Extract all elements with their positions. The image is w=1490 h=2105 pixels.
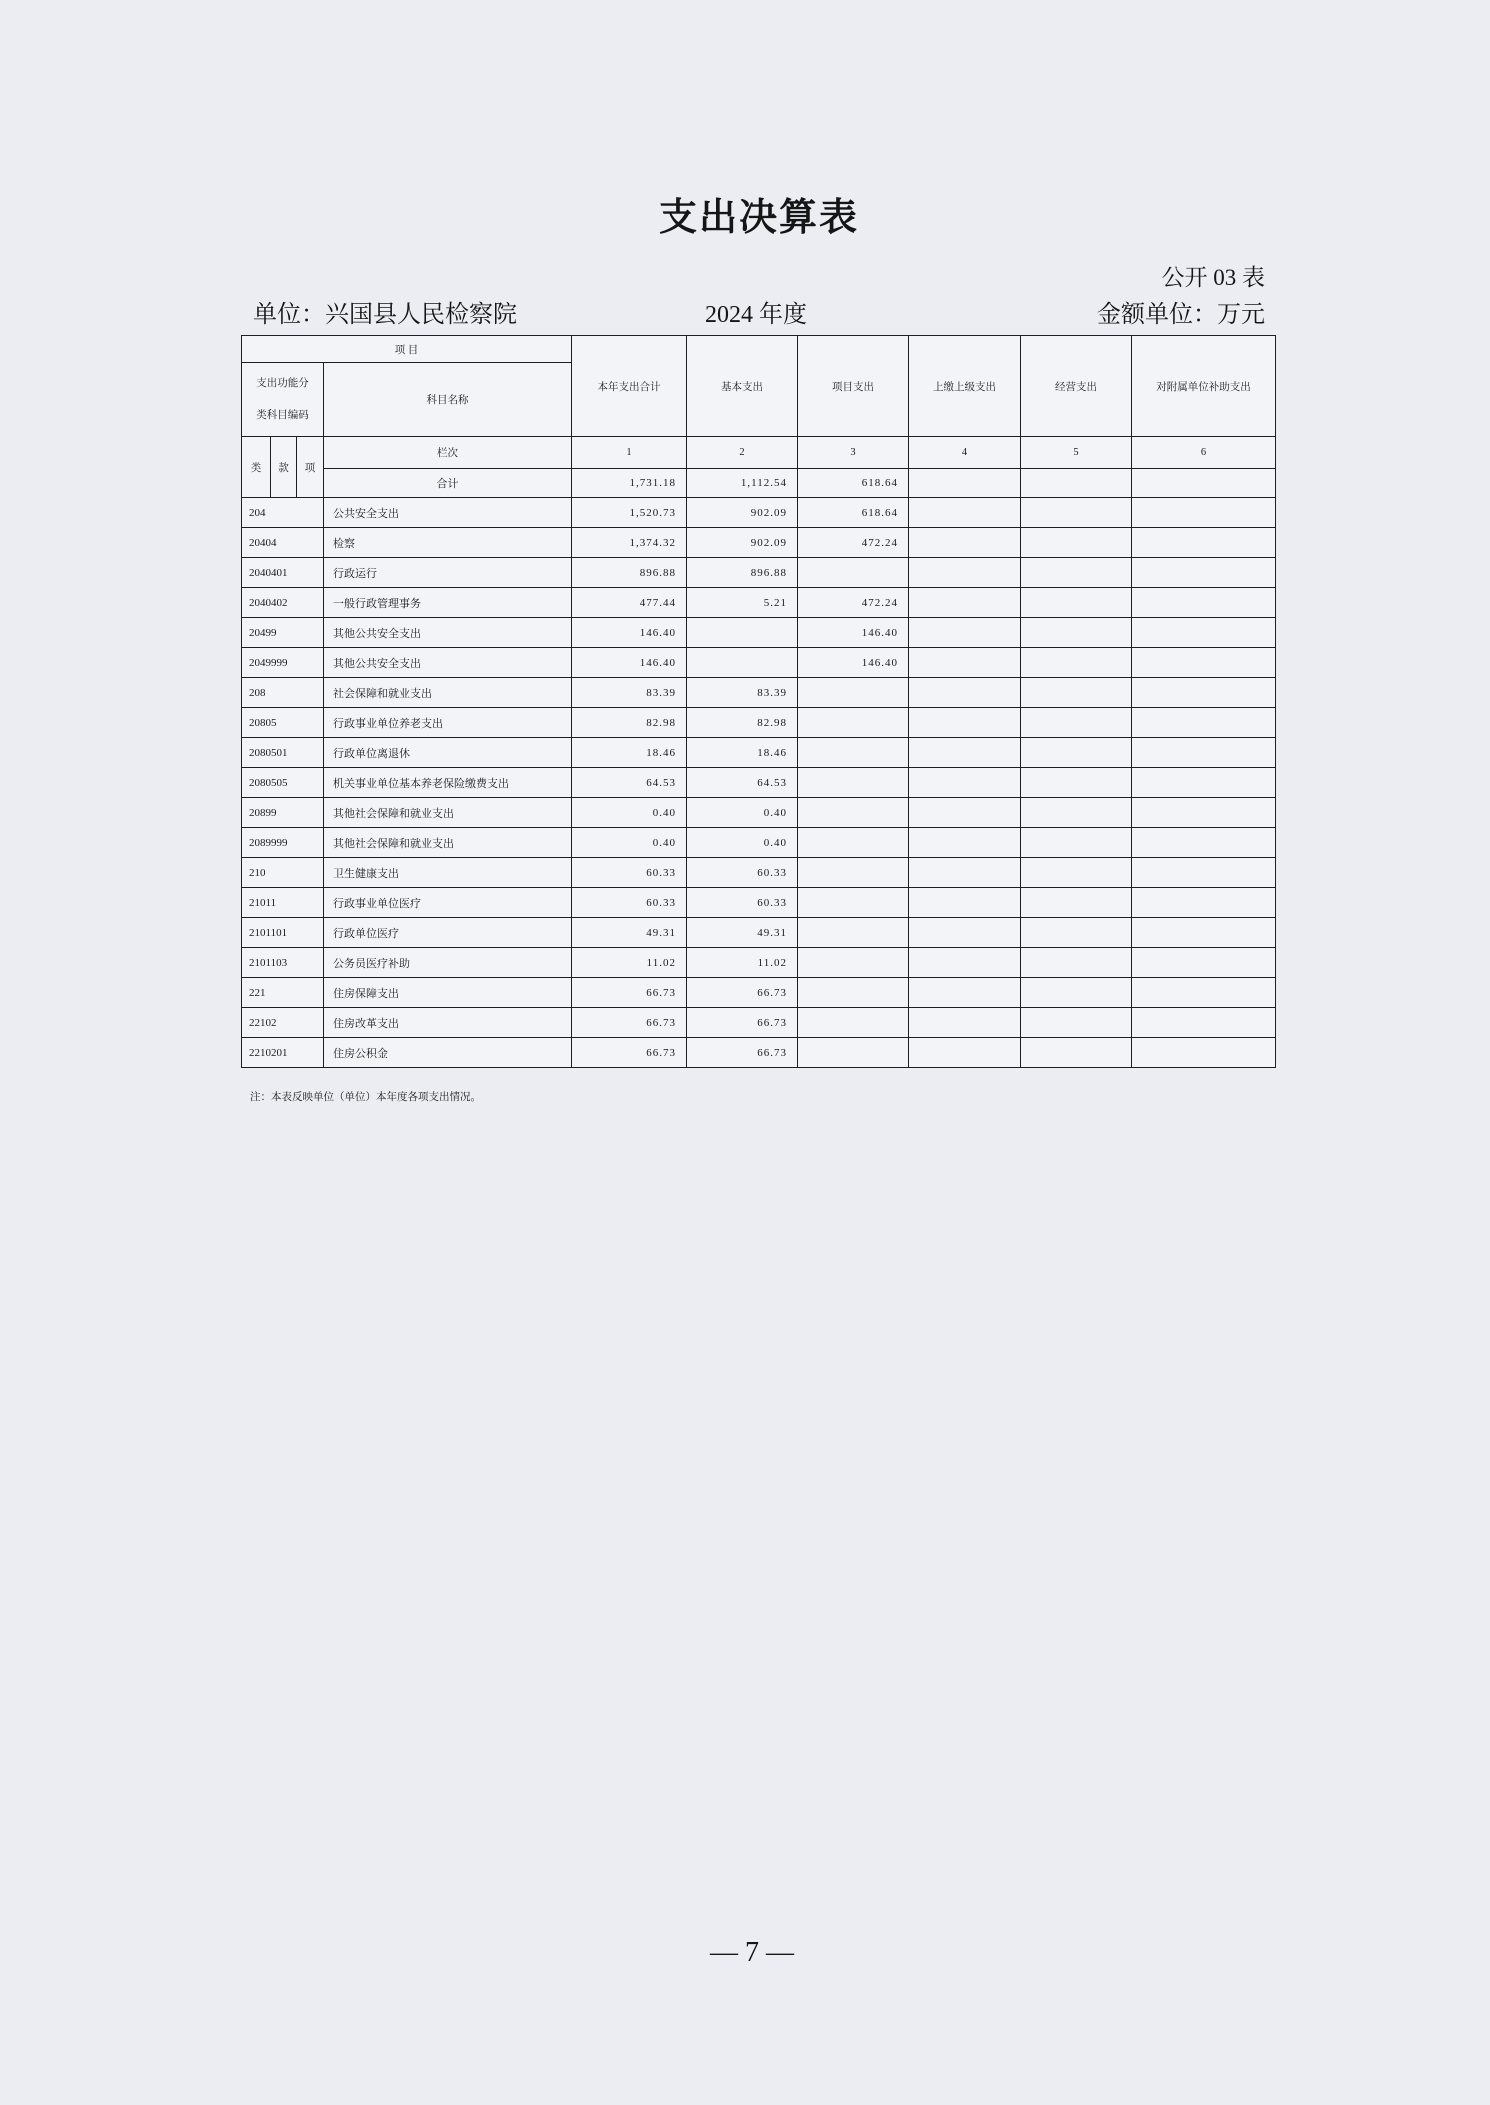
table-row	[242, 1008, 1276, 1038]
row-subsidy-to-affiliates	[1132, 1038, 1276, 1068]
column-index-label: 栏次	[324, 437, 572, 469]
row-project-expenditure	[798, 1008, 909, 1038]
row-payment-to-higher	[909, 1038, 1021, 1068]
row-current-year-total: 66.73	[572, 1008, 687, 1038]
row-subsidy-to-affiliates	[1132, 798, 1276, 828]
row-current-year-total: 66.73	[572, 978, 687, 1008]
row-payment-to-higher	[909, 918, 1021, 948]
row-payment-to-higher	[909, 678, 1021, 708]
row-payment-to-higher	[909, 948, 1021, 978]
row-operating-expenditure	[1021, 528, 1132, 558]
table-row	[242, 828, 1276, 858]
subject-name: 一般行政管理事务	[324, 588, 572, 618]
row-project-expenditure	[798, 888, 909, 918]
row-payment-to-higher	[909, 618, 1021, 648]
row-project-expenditure	[798, 708, 909, 738]
row-basic-expenditure: 5.21	[687, 588, 798, 618]
subject-name: 住房改革支出	[324, 1008, 572, 1038]
row-basic-expenditure: 0.40	[687, 828, 798, 858]
row-operating-expenditure	[1021, 948, 1132, 978]
row-basic-expenditure: 902.09	[687, 528, 798, 558]
header-level-class: 类	[242, 437, 271, 498]
subject-name: 行政单位医疗	[324, 918, 572, 948]
expenditure-table	[241, 335, 1276, 1068]
subject-code: 204	[242, 498, 324, 528]
table-row	[242, 918, 1276, 948]
row-subsidy-to-affiliates	[1132, 828, 1276, 858]
subject-code: 20404	[242, 528, 324, 558]
amount-unit: 金额单位：万元	[1097, 302, 1265, 328]
row-operating-expenditure	[1021, 1008, 1132, 1038]
row-basic-expenditure: 0.40	[687, 798, 798, 828]
row-subsidy-to-affiliates	[1132, 858, 1276, 888]
row-current-year-total: 146.40	[572, 618, 687, 648]
table-row	[242, 978, 1276, 1008]
row-basic-expenditure: 49.31	[687, 918, 798, 948]
row-project-expenditure: 146.40	[798, 648, 909, 678]
row-current-year-total: 60.33	[572, 888, 687, 918]
total-project-expenditure: 618.64	[798, 469, 909, 498]
column-index-1: 1	[572, 437, 687, 469]
subject-code: 221	[242, 978, 324, 1008]
header-current-year-total: 本年支出合计	[572, 336, 687, 437]
subject-name: 检察	[324, 528, 572, 558]
header-payment-to-higher: 上缴上级支出	[909, 336, 1021, 437]
row-payment-to-higher	[909, 498, 1021, 528]
row-subsidy-to-affiliates	[1132, 528, 1276, 558]
table-row	[242, 708, 1276, 738]
row-operating-expenditure	[1021, 648, 1132, 678]
subject-code: 2080501	[242, 738, 324, 768]
table-row	[242, 888, 1276, 918]
subject-name: 公务员医疗补助	[324, 948, 572, 978]
row-project-expenditure	[798, 978, 909, 1008]
column-index-2: 2	[687, 437, 798, 469]
header-project-expenditure: 项目支出	[798, 336, 909, 437]
row-basic-expenditure: 82.98	[687, 708, 798, 738]
subject-code: 210	[242, 858, 324, 888]
row-payment-to-higher	[909, 588, 1021, 618]
row-payment-to-higher	[909, 798, 1021, 828]
subject-name: 公共安全支出	[324, 498, 572, 528]
table-row	[242, 768, 1276, 798]
row-basic-expenditure: 18.46	[687, 738, 798, 768]
total-subsidy-to-affiliates	[1132, 469, 1276, 498]
subject-code: 2080505	[242, 768, 324, 798]
row-current-year-total: 64.53	[572, 768, 687, 798]
row-project-expenditure: 472.24	[798, 588, 909, 618]
header-operating-expenditure: 经营支出	[1021, 336, 1132, 437]
subject-name: 行政事业单位医疗	[324, 888, 572, 918]
row-payment-to-higher	[909, 888, 1021, 918]
subject-name: 其他社会保障和就业支出	[324, 828, 572, 858]
subject-code: 2040402	[242, 588, 324, 618]
form-number: 公开 03 表	[1161, 265, 1265, 290]
row-subsidy-to-affiliates	[1132, 948, 1276, 978]
row-basic-expenditure: 11.02	[687, 948, 798, 978]
total-current-year: 1,731.18	[572, 469, 687, 498]
column-index-5: 5	[1021, 437, 1132, 469]
row-project-expenditure	[798, 858, 909, 888]
row-current-year-total: 477.44	[572, 588, 687, 618]
subject-name: 住房公积金	[324, 1038, 572, 1068]
row-subsidy-to-affiliates	[1132, 1008, 1276, 1038]
row-project-expenditure: 618.64	[798, 498, 909, 528]
row-operating-expenditure	[1021, 918, 1132, 948]
row-basic-expenditure: 66.73	[687, 978, 798, 1008]
reporting-unit: 单位：兴国县人民检察院	[253, 302, 517, 328]
row-basic-expenditure	[687, 648, 798, 678]
row-operating-expenditure	[1021, 738, 1132, 768]
row-subsidy-to-affiliates	[1132, 588, 1276, 618]
row-current-year-total: 83.39	[572, 678, 687, 708]
subject-code: 21011	[242, 888, 324, 918]
row-subsidy-to-affiliates	[1132, 918, 1276, 948]
row-subsidy-to-affiliates	[1132, 498, 1276, 528]
row-operating-expenditure	[1021, 558, 1132, 588]
row-project-expenditure	[798, 828, 909, 858]
row-payment-to-higher	[909, 738, 1021, 768]
row-project-expenditure	[798, 1038, 909, 1068]
row-payment-to-higher	[909, 558, 1021, 588]
subject-name: 社会保障和就业支出	[324, 678, 572, 708]
total-basic-expenditure: 1,112.54	[687, 469, 798, 498]
subject-code: 2101101	[242, 918, 324, 948]
header-function-code: 支出功能分类科目编码	[242, 363, 324, 437]
subject-code: 22102	[242, 1008, 324, 1038]
column-index-row	[242, 437, 1276, 469]
row-payment-to-higher	[909, 1008, 1021, 1038]
document-title: 支出决算表	[658, 195, 859, 239]
row-subsidy-to-affiliates	[1132, 558, 1276, 588]
row-basic-expenditure: 896.88	[687, 558, 798, 588]
table-row	[242, 618, 1276, 648]
subject-code: 2040401	[242, 558, 324, 588]
subject-name: 行政单位离退休	[324, 738, 572, 768]
row-current-year-total: 1,520.73	[572, 498, 687, 528]
row-operating-expenditure	[1021, 618, 1132, 648]
subject-name: 住房保障支出	[324, 978, 572, 1008]
row-current-year-total: 18.46	[572, 738, 687, 768]
subject-code: 2089999	[242, 828, 324, 858]
row-current-year-total: 11.02	[572, 948, 687, 978]
row-operating-expenditure	[1021, 678, 1132, 708]
row-project-expenditure	[798, 558, 909, 588]
row-operating-expenditure	[1021, 1038, 1132, 1068]
row-project-expenditure: 472.24	[798, 528, 909, 558]
table-row	[242, 528, 1276, 558]
row-current-year-total: 0.40	[572, 798, 687, 828]
subject-name: 行政运行	[324, 558, 572, 588]
row-current-year-total: 896.88	[572, 558, 687, 588]
row-basic-expenditure	[687, 618, 798, 648]
column-index-6: 6	[1132, 437, 1276, 469]
table-row	[242, 498, 1276, 528]
table-row	[242, 678, 1276, 708]
row-basic-expenditure: 902.09	[687, 498, 798, 528]
row-current-year-total: 49.31	[572, 918, 687, 948]
row-current-year-total: 0.40	[572, 828, 687, 858]
header-basic-expenditure: 基本支出	[687, 336, 798, 437]
subject-code: 2049999	[242, 648, 324, 678]
row-payment-to-higher	[909, 528, 1021, 558]
row-current-year-total: 146.40	[572, 648, 687, 678]
subject-code: 208	[242, 678, 324, 708]
row-subsidy-to-affiliates	[1132, 678, 1276, 708]
row-operating-expenditure	[1021, 858, 1132, 888]
row-subsidy-to-affiliates	[1132, 888, 1276, 918]
table-note: 注：本表反映单位（单位）本年度各项支出情况。	[250, 1092, 481, 1103]
header-level-section: 款	[271, 437, 297, 498]
row-payment-to-higher	[909, 978, 1021, 1008]
row-operating-expenditure	[1021, 498, 1132, 528]
row-subsidy-to-affiliates	[1132, 978, 1276, 1008]
row-payment-to-higher	[909, 828, 1021, 858]
row-payment-to-higher	[909, 858, 1021, 888]
row-project-expenditure	[798, 738, 909, 768]
fiscal-year: 2024 年度	[705, 302, 807, 328]
subject-name: 机关事业单位基本养老保险缴费支出	[324, 768, 572, 798]
table-row	[242, 1038, 1276, 1068]
subject-name: 其他公共安全支出	[324, 648, 572, 678]
subject-code: 20899	[242, 798, 324, 828]
row-basic-expenditure: 83.39	[687, 678, 798, 708]
row-subsidy-to-affiliates	[1132, 648, 1276, 678]
row-project-expenditure	[798, 768, 909, 798]
row-subsidy-to-affiliates	[1132, 768, 1276, 798]
row-subsidy-to-affiliates	[1132, 738, 1276, 768]
total-payment-to-higher	[909, 469, 1021, 498]
header-subsidy-to-affiliates: 对附属单位补助支出	[1132, 336, 1276, 437]
total-label: 合计	[324, 469, 572, 498]
row-operating-expenditure	[1021, 768, 1132, 798]
row-project-expenditure	[798, 948, 909, 978]
subject-code: 2210201	[242, 1038, 324, 1068]
total-row	[242, 469, 1276, 498]
subject-name: 卫生健康支出	[324, 858, 572, 888]
row-payment-to-higher	[909, 768, 1021, 798]
row-project-expenditure	[798, 798, 909, 828]
subject-code: 20499	[242, 618, 324, 648]
row-basic-expenditure: 60.33	[687, 858, 798, 888]
table-row	[242, 558, 1276, 588]
column-index-4: 4	[909, 437, 1021, 469]
row-basic-expenditure: 60.33	[687, 888, 798, 918]
subject-name: 行政事业单位养老支出	[324, 708, 572, 738]
table-row	[242, 858, 1276, 888]
header-row	[242, 336, 1276, 363]
row-payment-to-higher	[909, 648, 1021, 678]
row-current-year-total: 60.33	[572, 858, 687, 888]
row-operating-expenditure	[1021, 798, 1132, 828]
row-subsidy-to-affiliates	[1132, 618, 1276, 648]
row-operating-expenditure	[1021, 978, 1132, 1008]
row-current-year-total: 66.73	[572, 1038, 687, 1068]
header-item: 项 目	[242, 336, 572, 363]
page-number: — 7 —	[710, 1937, 794, 1968]
subject-code: 20805	[242, 708, 324, 738]
subject-code: 2101103	[242, 948, 324, 978]
row-operating-expenditure	[1021, 888, 1132, 918]
row-basic-expenditure: 66.73	[687, 1038, 798, 1068]
table-row	[242, 588, 1276, 618]
subject-name: 其他公共安全支出	[324, 618, 572, 648]
column-index-3: 3	[798, 437, 909, 469]
header-level-item: 项	[297, 437, 324, 498]
row-current-year-total: 82.98	[572, 708, 687, 738]
row-subsidy-to-affiliates	[1132, 708, 1276, 738]
table-row	[242, 648, 1276, 678]
table-row	[242, 738, 1276, 768]
subject-name: 其他社会保障和就业支出	[324, 798, 572, 828]
table-row	[242, 948, 1276, 978]
row-payment-to-higher	[909, 708, 1021, 738]
row-operating-expenditure	[1021, 828, 1132, 858]
row-basic-expenditure: 64.53	[687, 768, 798, 798]
row-current-year-total: 1,374.32	[572, 528, 687, 558]
row-basic-expenditure: 66.73	[687, 1008, 798, 1038]
row-operating-expenditure	[1021, 708, 1132, 738]
row-operating-expenditure	[1021, 588, 1132, 618]
row-project-expenditure	[798, 918, 909, 948]
table-row	[242, 798, 1276, 828]
row-project-expenditure	[798, 678, 909, 708]
header-subject-name: 科目名称	[324, 363, 572, 437]
row-project-expenditure: 146.40	[798, 618, 909, 648]
total-operating-expenditure	[1021, 469, 1132, 498]
